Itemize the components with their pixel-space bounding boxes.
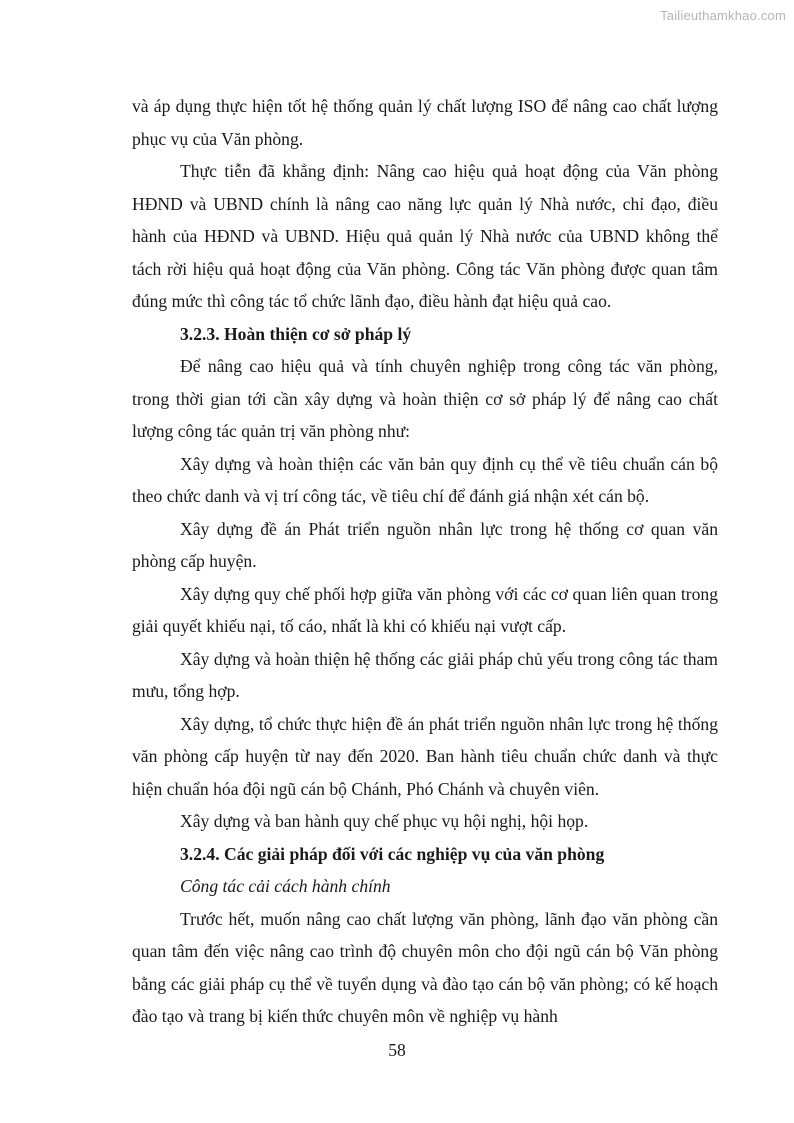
watermark-text: Tailieuthamkhao.com [660, 8, 786, 23]
paragraph: Trước hết, muốn nâng cao chất lượng văn phòng, lãnh đạo văn phòng cần quan tâm đến việc nâng cao trình độ chuyên môn cho đội ngũ cán bộ Văn phòng bằng các giải pháp cụ thể về tuyển dụng và đào tạo cán bộ văn phòng; có kế hoạch đào tạo và trang bị kiến thức chuyên môn về nghiệp vụ hành [132, 908, 718, 1026]
paragraph: Xây dựng và ban hành quy chế phục vụ hội nghị, hội họp. [180, 811, 589, 831]
paragraph: Để nâng cao hiệu quả và tính chuyên nghiệp trong công tác văn phòng, trong thời gian tới cần xây dựng và hoàn thiện cơ sở pháp lý để nâng cao chất lượng công tác quản trị văn phòng như: [132, 356, 718, 441]
subsection-heading: Công tác cải cách hành chính [180, 876, 391, 896]
paragraph: Thực tiễn đã khẳng định: Nâng cao hiệu quả hoạt động của Văn phòng HĐND và UBND chính là nâng cao năng lực quản lý Nhà nước, chỉ đạo, điều hành của HĐND và UBND. Hiệu quả quản lý Nhà nước của UBND không thể tách rời hiệu quả hoạt động của Văn phòng. Công tác Văn phòng được quan tâm đúng mức thì công tác tổ chức lãnh đạo, điều hành đạt hiệu quả cao. [132, 161, 718, 311]
section-heading-3-2-3: 3.2.3. Hoàn thiện cơ sở pháp lý [180, 323, 412, 344]
paragraph: Xây dựng đề án Phát triển nguồn nhân lực trong hệ thống cơ quan văn phòng cấp huyện. [132, 518, 718, 571]
paragraph: Xây dựng quy chế phối hợp giữa văn phòng với các cơ quan liên quan trong giải quyết khiếu nại, tố cáo, nhất là khi có khiếu nại vượt cấp. [132, 583, 718, 636]
document-body [132, 90, 718, 1033]
paragraph: Xây dựng và hoàn thiện các văn bản quy định cụ thể về tiêu chuẩn cán bộ theo chức danh và vị trí công tác, về tiêu chí để đánh giá nhận xét cán bộ. [132, 453, 718, 506]
section-heading-3-2-4: 3.2.4. Các giải pháp đối với các nghiệp vụ của văn phòng [180, 843, 605, 864]
page-number: 58 [388, 1040, 406, 1060]
paragraph-continuation: và áp dụng thực hiện tốt hệ thống quản lý chất lượng ISO để nâng cao chất lượng phục vụ của Văn phòng. [132, 96, 718, 149]
paragraph: Xây dựng và hoàn thiện hệ thống các giải pháp chủ yếu trong công tác tham mưu, tổng hợp. [132, 648, 718, 701]
paragraph: Xây dựng, tổ chức thực hiện đề án phát triển nguồn nhân lực trong hệ thống văn phòng cấp huyện từ nay đến 2020. Ban hành tiêu chuẩn chức danh và thực hiện chuẩn hóa đội ngũ cán bộ Chánh, Phó Chánh và chuyên viên. [132, 713, 718, 799]
